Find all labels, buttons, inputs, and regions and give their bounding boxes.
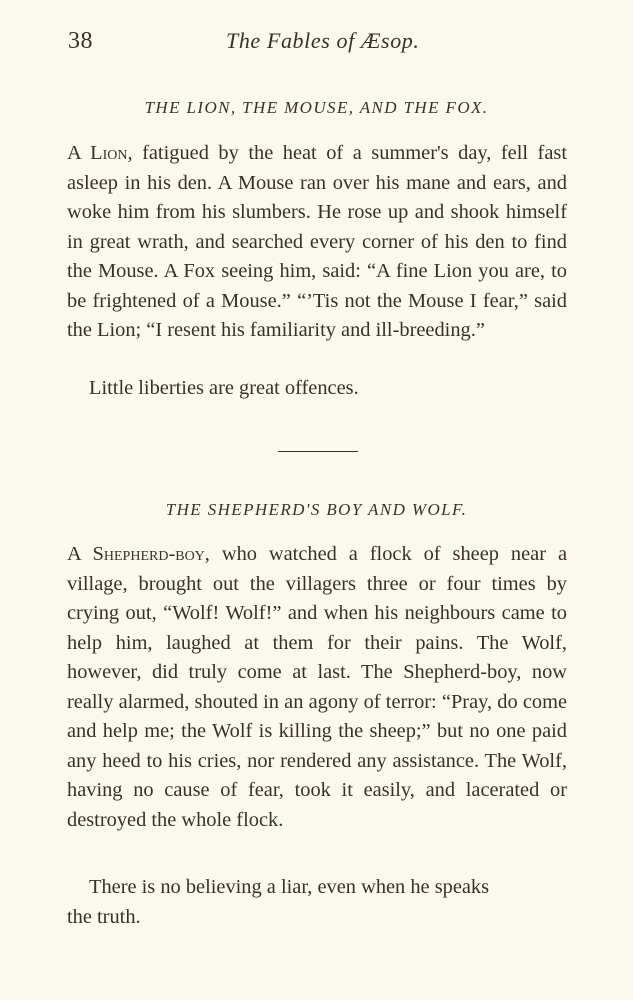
page-number: 38	[68, 28, 93, 54]
section-divider	[278, 451, 358, 452]
fable-moral-lion-mouse-fox: Little liberties are great offences.	[89, 377, 359, 399]
moral-line-2: the truth.	[67, 905, 141, 928]
fable-body-text: who watched a flock of sheep near a village, brought out the villagers three or four times by crying out, “Wolf! Wolf!” and when his neighbours came to help him, laughed at them for their pains. The Wolf, however, did truly come at last. The Shepherd-boy, now really alarmed, shouted in an agony of terror: “Pray, do come and help me; the Wolf is killing the sheep;” but no one paid any heed to his cries, nor rendered any assistance. The Wolf, having no cause of fear, took it easily, and lacerated or destroyed the whole flock.	[67, 543, 567, 831]
fable-title-shepherds-boy: THE SHEPHERD'S BOY AND WOLF.	[165, 500, 468, 519]
fable-body-text: fatigued by the heat of a summer's day, fell fast asleep in his den. A Mouse ran over his mane and ears, and woke him from his slumbers. He rose up and shook himself in great wrath, and searched every corner of his den to find the Mouse. A Fox seeing him, said: “A fine Lion you are, to be frightened of a Mouse.” “’Tis not the Mouse I fear,” said the Lion; “I resent his familiarity and ill-breeding.”	[67, 142, 567, 341]
fable-lead-word: A Lion,	[67, 142, 133, 164]
moral-line-1: There is no believing a liar, even when he speaks	[89, 876, 490, 898]
fable-title-lion-mouse-fox: THE LION, THE MOUSE, AND THE FOX.	[144, 98, 489, 117]
fable-moral-shepherds-boy	[67, 873, 567, 932]
fable-lead-word: A Shepherd-boy,	[67, 543, 210, 565]
page-header	[68, 28, 568, 60]
fable-body-lion-mouse-fox	[67, 139, 567, 346]
fable-body-shepherds-boy	[67, 540, 567, 835]
running-title: The Fables of Æsop.	[226, 28, 420, 53]
